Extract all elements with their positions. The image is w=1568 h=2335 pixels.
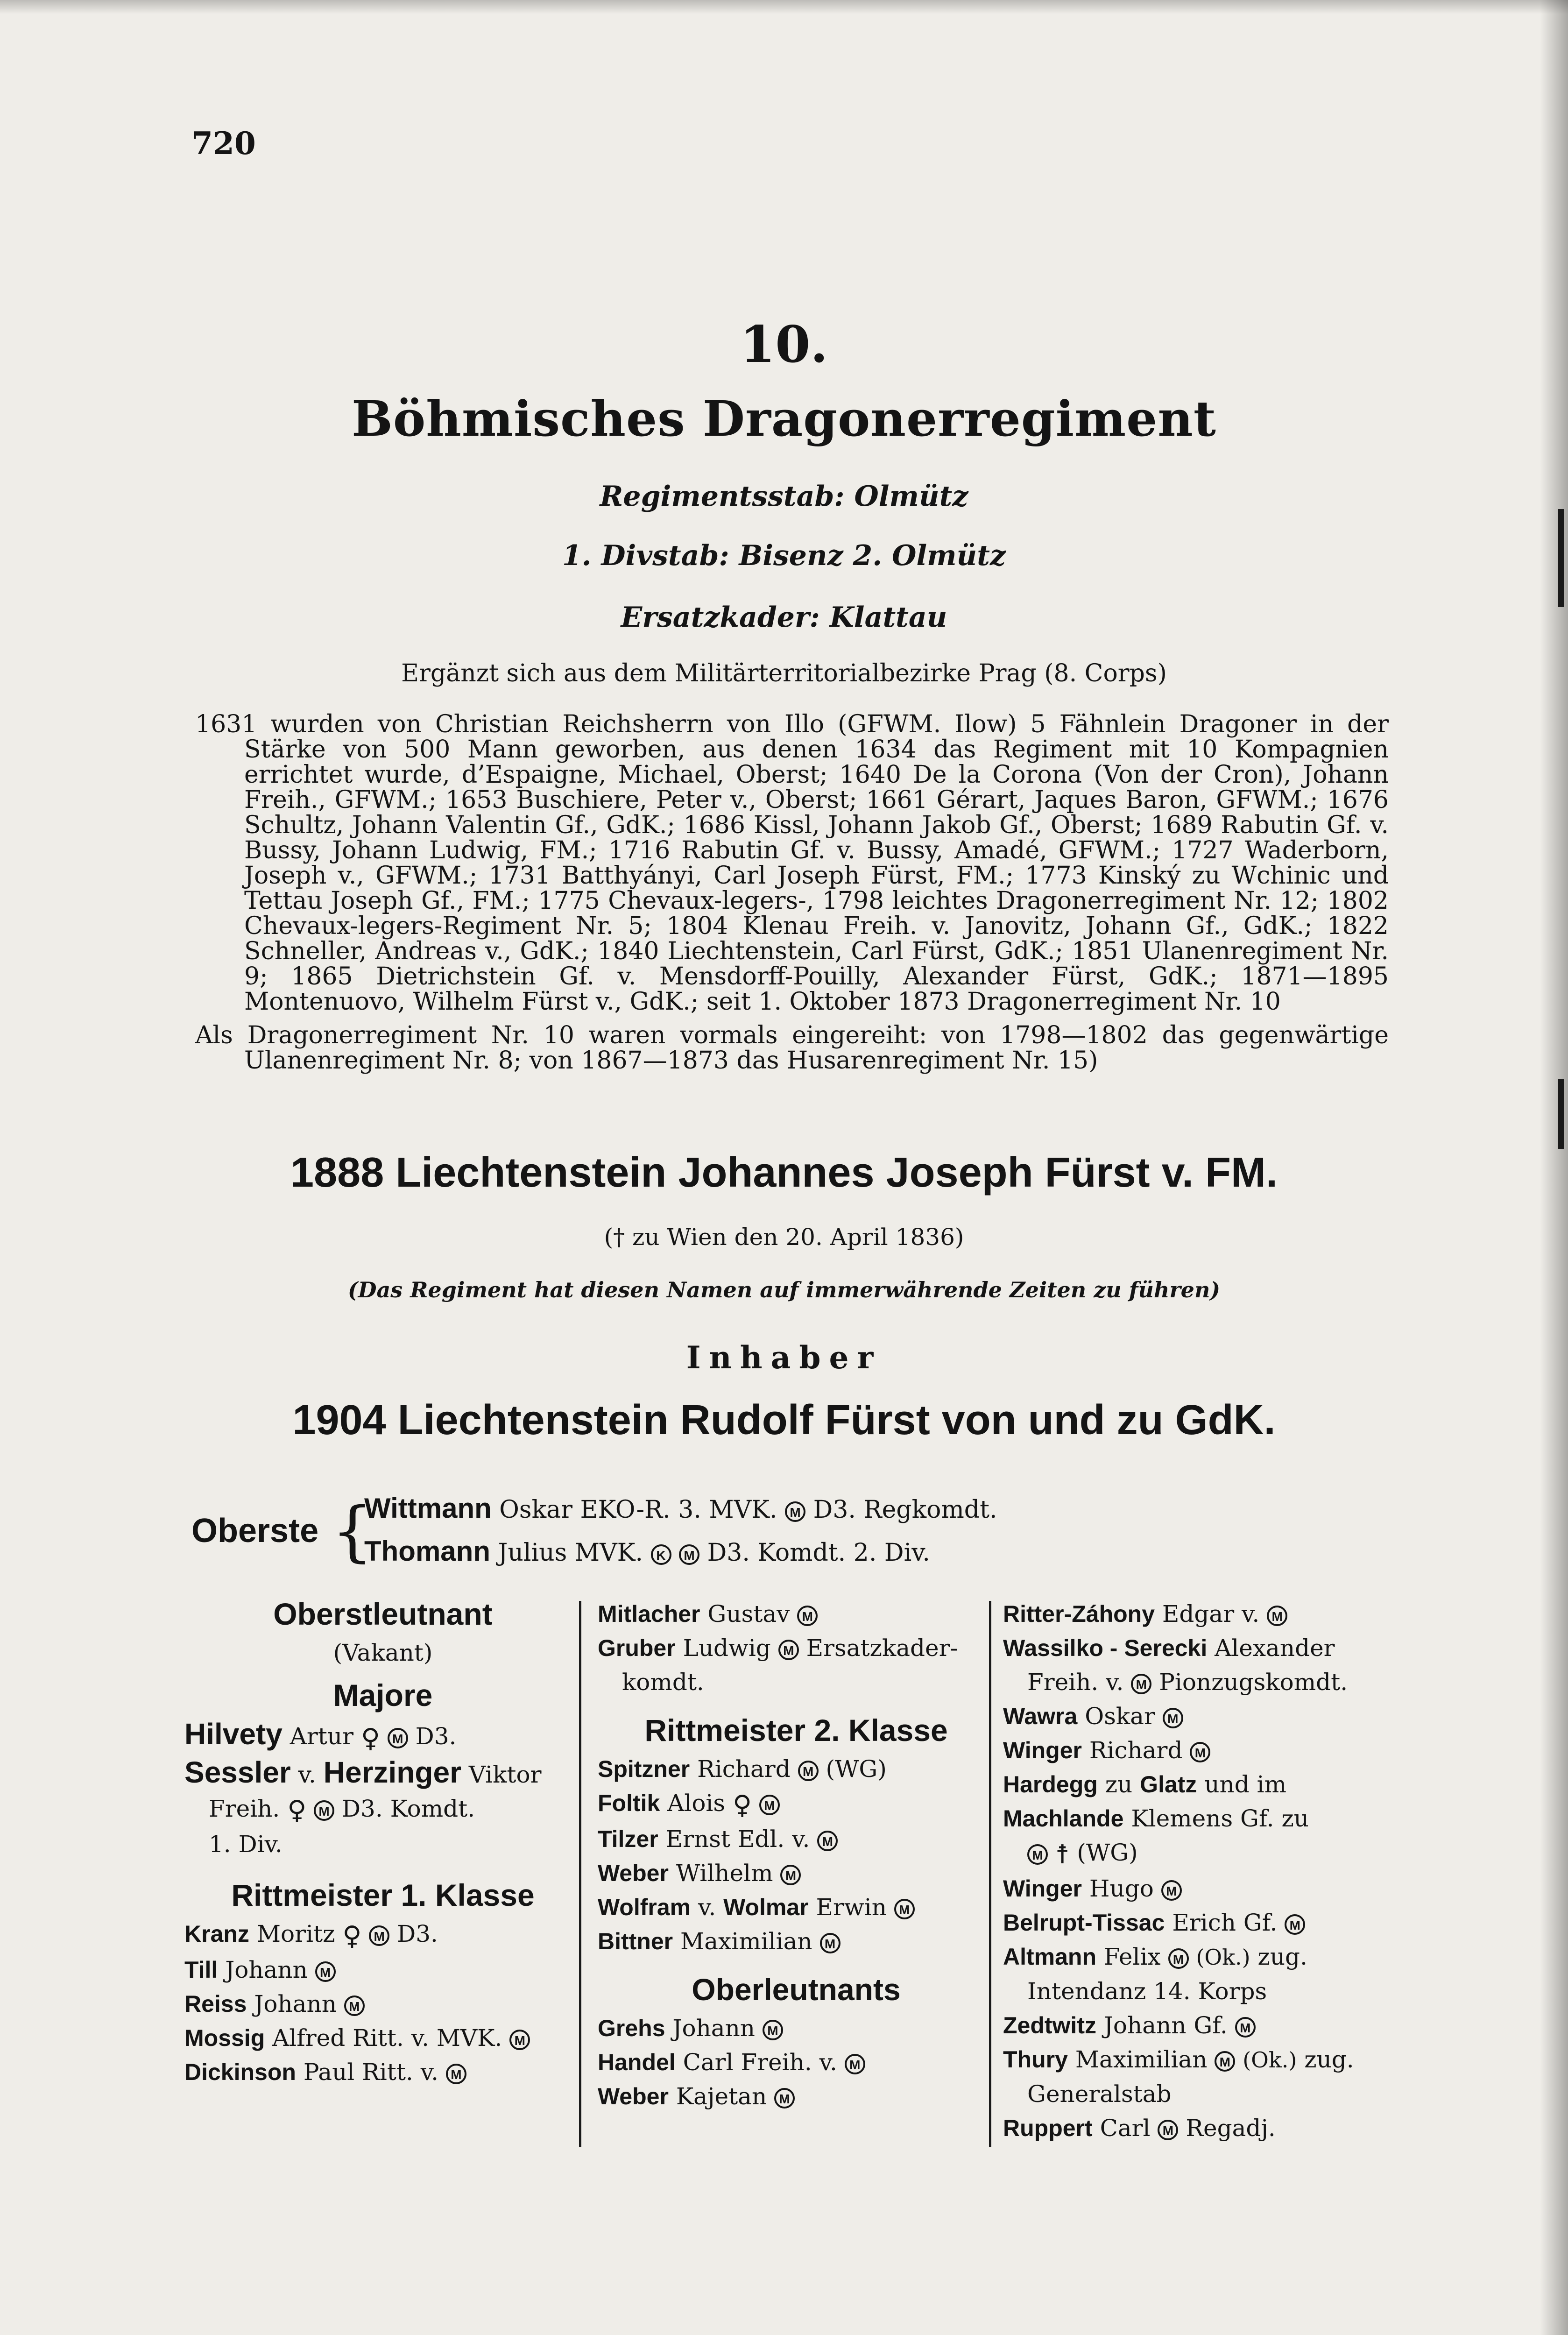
medal-icon: M bbox=[1163, 1708, 1183, 1728]
order-cross-icon: ♀ bbox=[733, 1790, 752, 1820]
former-regiments-paragraph: Als Dragonerregiment Nr. 10 waren vormals eingereiht: von 1798—1802 das gegenwärtige Ulanenregiment Nr. 8; von 1867—1873 das Husarenregiment Nr. 15) bbox=[195, 1021, 1389, 1075]
officer-entry bbox=[184, 2055, 581, 2089]
column-officers-2 bbox=[598, 1597, 995, 2114]
officer-given: Ludwig bbox=[683, 1634, 771, 1662]
officer-entry bbox=[184, 1917, 581, 1953]
oberst-surname: Wittmann bbox=[364, 1493, 492, 1524]
medal-icon: M bbox=[780, 1865, 801, 1885]
officer-surname: Wolfram bbox=[598, 1894, 691, 1920]
officer-entry bbox=[598, 1786, 995, 1822]
order-cross-icon: ♀ bbox=[342, 1920, 362, 1951]
officer-given: Richard bbox=[1089, 1737, 1183, 1764]
medal-icon: M bbox=[1285, 1914, 1305, 1935]
oberst-row bbox=[364, 1492, 997, 1524]
officer-surname: Till bbox=[184, 1956, 218, 1983]
officer-given: Artur bbox=[290, 1723, 353, 1750]
officer-surname: Grehs bbox=[598, 2015, 665, 2041]
officer-surname: Wolmar bbox=[723, 1894, 809, 1920]
officer-entry: Altmann Felix M (Ok.) zug. bbox=[1003, 1943, 1307, 1970]
officer-entry bbox=[1003, 1631, 1391, 1665]
oberste-label: Oberste bbox=[191, 1512, 319, 1550]
medal-icon: M bbox=[763, 2020, 783, 2040]
officer-entry bbox=[184, 1953, 581, 1987]
officer-detail: zug. bbox=[1304, 2045, 1354, 2073]
column-officers-1 bbox=[184, 1597, 581, 2089]
ok-badge: Ok. bbox=[1204, 1944, 1242, 1970]
regiment-number: 10. bbox=[740, 315, 828, 374]
officer-surname: Winger bbox=[1003, 1737, 1082, 1763]
officer-entry bbox=[1003, 1768, 1391, 1802]
officer-entry bbox=[598, 2080, 995, 2114]
officer-entry bbox=[1003, 1734, 1391, 1768]
officer-detail: D3. bbox=[415, 1723, 457, 1750]
officer-detail: (WG) bbox=[1077, 1839, 1138, 1866]
officer-entry bbox=[598, 1822, 995, 1856]
officer-entry bbox=[598, 1597, 995, 1631]
medal-icon: M bbox=[314, 1800, 334, 1821]
officer-entry-cont: komdt. bbox=[622, 1669, 704, 1696]
officer-entry bbox=[598, 2045, 995, 2080]
officer-entry bbox=[598, 1752, 995, 1786]
officer-detail: zu bbox=[1105, 1771, 1133, 1798]
officer-entry bbox=[1003, 2111, 1391, 2145]
medal-icon: M bbox=[1235, 2017, 1256, 2038]
medal-icon: M bbox=[679, 1544, 699, 1565]
officer-surname: Handel bbox=[598, 2049, 676, 2075]
officer-entry-cont: 1. Div. bbox=[209, 1831, 283, 1858]
officer-prefix: v. bbox=[698, 1893, 716, 1921]
officer-surname: Ruppert bbox=[1003, 2115, 1093, 2141]
officer-surname: Mossig bbox=[184, 2024, 265, 2051]
medal-icon: M bbox=[369, 1925, 389, 1946]
medal-icon: M bbox=[1168, 1948, 1189, 1969]
officer-surname: Machlande bbox=[1003, 1805, 1124, 1832]
regiment-title: Böhmisches Dragonerregiment bbox=[352, 390, 1216, 447]
officer-surname: Weber bbox=[598, 1860, 669, 1886]
medal-icon: M bbox=[894, 1899, 915, 1919]
officer-surname: Glatz bbox=[1140, 1771, 1197, 1797]
officer-entry bbox=[1003, 1872, 1391, 1906]
officer-entry bbox=[598, 1856, 995, 1890]
officer-surname: Sessler bbox=[184, 1755, 291, 1789]
officer-surname: Winger bbox=[1003, 1875, 1082, 1902]
namesake-name: 1888 Liechtenstein Johannes Joseph Fürst v. FM. bbox=[290, 1149, 1278, 1196]
order-cross-icon: ♀ bbox=[360, 1723, 380, 1754]
column-officers-3 bbox=[1003, 1597, 1391, 2145]
officer-given: Hugo bbox=[1089, 1875, 1154, 1902]
officer-entry bbox=[1003, 1906, 1391, 1940]
oberst-row bbox=[364, 1535, 930, 1567]
officer-surname: Tilzer bbox=[598, 1826, 658, 1852]
officer-given: Alfred Ritt. v. MVK. bbox=[272, 2024, 502, 2052]
officer-given: Kajetan bbox=[676, 2082, 767, 2110]
officer-given: Klemens Gf. zu bbox=[1131, 1805, 1309, 1832]
officer-given: Erich Gf. bbox=[1172, 1909, 1278, 1936]
oberstleutnant-heading: Oberstleutnant bbox=[273, 1597, 493, 1631]
officer-given: Viktor bbox=[468, 1761, 542, 1788]
officer-entry bbox=[184, 1717, 581, 1755]
officer-surname: Herzinger bbox=[323, 1755, 461, 1789]
officer-detail: und im bbox=[1204, 1771, 1287, 1798]
officer-surname: Wassilko - Serecki bbox=[1003, 1635, 1208, 1661]
medal-icon: M bbox=[797, 1606, 818, 1626]
officer-surname: Zedtwitz bbox=[1003, 2012, 1096, 2038]
officer-given: Erwin bbox=[816, 1893, 887, 1921]
officer-entry bbox=[598, 2011, 995, 2045]
officer-surname: Weber bbox=[598, 2083, 669, 2109]
officer-surname: Belrupt-Tissac bbox=[1003, 1909, 1165, 1936]
officer-detail: Regadj. bbox=[1186, 2114, 1276, 2142]
officer-entry-cont bbox=[1003, 1836, 1391, 1872]
k-badge-icon: K bbox=[651, 1544, 671, 1565]
officer-entry-cont bbox=[184, 1792, 581, 1828]
medal-icon: M bbox=[785, 1501, 805, 1522]
officer-surname: Spitzner bbox=[598, 1756, 690, 1782]
brace-icon: { bbox=[332, 1493, 374, 1570]
officer-entry bbox=[184, 1987, 581, 2021]
medal-icon: M bbox=[315, 1961, 336, 1982]
officer-given: Oskar bbox=[1085, 1703, 1155, 1730]
medal-icon: M bbox=[446, 2064, 466, 2084]
officer-detail: (WG) bbox=[826, 1755, 887, 1783]
officer-detail: D3. bbox=[397, 1920, 438, 1947]
officer-given: Wilhelm bbox=[676, 1859, 773, 1887]
medal-icon: M bbox=[845, 2054, 865, 2074]
officer-entry bbox=[598, 1890, 995, 1925]
ok-badge: Ok. bbox=[1251, 2047, 1289, 2073]
officer-prefix: v. bbox=[298, 1761, 316, 1788]
officer-entry bbox=[598, 1925, 995, 1959]
officer-detail: D3. Komdt. bbox=[341, 1795, 475, 1822]
medal-icon: M bbox=[344, 1995, 365, 2016]
officer-given: Ernst Edl. v. bbox=[665, 1825, 810, 1853]
vakant-note: (Vakant) bbox=[333, 1639, 433, 1666]
oberst-details: Oskar EKO-R. 3. MVK. bbox=[499, 1496, 777, 1524]
medal-icon: M bbox=[1158, 2120, 1178, 2140]
oberleutnants-heading: Oberleutnants bbox=[692, 1972, 901, 2007]
reserve-cadre: Ersatzkader: Klattau bbox=[621, 601, 947, 634]
officer-surname: Reiss bbox=[184, 1990, 247, 2017]
oberst-role: D3. Komdt. 2. Div. bbox=[707, 1539, 930, 1567]
officer-surname: Kranz bbox=[184, 1921, 249, 1947]
medal-icon: M bbox=[1267, 1606, 1287, 1626]
officer-given: Richard bbox=[697, 1755, 791, 1783]
officer-given: Edgar v. bbox=[1162, 1600, 1260, 1627]
page-number: 720 bbox=[191, 125, 256, 162]
officer-entry bbox=[1003, 2009, 1391, 2043]
inhaber-heading: Inhaber bbox=[686, 1339, 882, 1376]
dagger-icon: ☨ bbox=[1055, 1839, 1070, 1870]
order-cross-icon: ♀ bbox=[287, 1795, 307, 1826]
officer-given: Maximilian bbox=[1075, 2045, 1208, 2073]
medal-icon: M bbox=[817, 1831, 838, 1851]
medal-icon: M bbox=[774, 2088, 795, 2109]
inhaber-name: 1904 Liechtenstein Rudolf Fürst von und zu GdK. bbox=[292, 1397, 1276, 1443]
officer-surname: Bittner bbox=[598, 1928, 673, 1954]
officer-detail: Freih. bbox=[209, 1795, 280, 1822]
medal-icon: M bbox=[1161, 1880, 1182, 1901]
oberst-details: Julius MVK. bbox=[498, 1539, 643, 1567]
officer-surname: Wawra bbox=[1003, 1703, 1078, 1729]
medal-icon: M bbox=[1215, 2051, 1235, 2072]
officer-surname: Mitlacher bbox=[598, 1601, 700, 1627]
officer-surname: Dickinson bbox=[184, 2059, 296, 2085]
officer-given: Johann bbox=[672, 2014, 755, 2042]
officer-detail: Ersatzkader- bbox=[806, 1634, 958, 1662]
officer-entry bbox=[1003, 1597, 1391, 1631]
majore-heading: Majore bbox=[333, 1678, 433, 1712]
regiment-history bbox=[195, 712, 1389, 1073]
officer-given: Alexander bbox=[1215, 1634, 1335, 1662]
officer-entry: Thury Maximilian M (Ok.) zug. bbox=[1003, 2045, 1354, 2073]
officer-given: Felix bbox=[1103, 1943, 1161, 1970]
officer-surname: Thury bbox=[1003, 2046, 1068, 2073]
medal-icon: M bbox=[509, 2030, 530, 2050]
officer-given: Johann Gf. bbox=[1103, 2011, 1228, 2039]
officer-given: Johann bbox=[225, 1956, 308, 1983]
rittmeister-2-heading: Rittmeister 2. Klasse bbox=[644, 1713, 948, 1748]
officer-detail: zug. bbox=[1257, 1943, 1307, 1970]
officer-entry bbox=[1003, 1802, 1391, 1836]
namesake-death: († zu Wien den 20. April 1836) bbox=[604, 1224, 964, 1251]
officer-given: Alois bbox=[667, 1790, 726, 1817]
officer-entry-cont: Intendanz 14. Korps bbox=[1027, 1977, 1267, 2005]
officer-entry-cont: Generalstab bbox=[1027, 2080, 1172, 2108]
medal-icon: M bbox=[798, 1761, 819, 1781]
officer-given: Gustav bbox=[707, 1600, 790, 1627]
margin-marker bbox=[1558, 1079, 1564, 1149]
officer-given: Carl bbox=[1100, 2114, 1151, 2142]
history-paragraph: 1631 wurden von Christian Reichsherrn von Illo (GFWM. Ilow) 5 Fähnlein Dragoner in der Stärke von 500 Mann geworben, aus denen 1634 das Regiment mit 10 Kompagnien errichtet wurde, d’Espaigne, Michael, Oberst; 1640 De la Corona (Von der Cron), Johann Freih., GFWM.; 1653 Buschiere, Peter v., Oberst; 1661 Gérart, Jaques Baron, GFWM.; 1676 Schultz, Johann Valentin Gf., GdK.; 1686 Kissl, Johann Jakob Gf., Oberst; 1689 Rabutin Gf. v. Bussy, Johann Ludwig, FM.; 1716 Rabutin Gf. v. Bussy, Amadé, GFWM.; 1727 Waderborn, Joseph v., GFWM.; 1731 Batthyányi, Carl Joseph Fürst, FM.; 1773 Kinský zu Wchinic und Tettau Joseph Gf., FM.; 1775 Chevaux-legers-, 1798 leichtes Dragonerregiment Nr. 12; 1802 Chevaux-legers-Regiment Nr. 5; 1804 Klenau Freih. v. Janovitz, Johann Gf., GdK.; 1822 Schneller, Andreas v., GdK.; 1840 Liechtenstein, Carl Fürst, GdK.; 1851 Ulanenregiment Nr. 9; 1865 Dietrichstein Gf. v. Mensdorff-Pouilly, Alexander Fürst, GdK.; 1871—1895 Montenuovo, Wilhelm Fürst v., GdK.; seit 1. Oktober 1873 Dragonerregiment Nr. 10 bbox=[195, 710, 1389, 1016]
medal-icon: M bbox=[388, 1728, 408, 1748]
rittmeister-1-heading: Rittmeister 1. Klasse bbox=[231, 1878, 535, 1912]
officer-entry bbox=[1003, 1699, 1391, 1734]
officer-given: Carl Freih. v. bbox=[683, 2048, 837, 2076]
officer-detail: Pionzugskomdt. bbox=[1159, 1669, 1348, 1696]
officer-given: Maximilian bbox=[680, 1927, 812, 1955]
officer-surname: Gruber bbox=[598, 1635, 676, 1661]
oberst-role: D3. Regkomdt. bbox=[813, 1496, 997, 1524]
oberste-block bbox=[191, 1492, 1406, 1576]
officer-given: Paul Ritt. v. bbox=[303, 2058, 438, 2086]
medal-icon: M bbox=[759, 1795, 780, 1815]
officer-entry bbox=[598, 1631, 995, 1665]
officer-surname: Altmann bbox=[1003, 1943, 1096, 1970]
officer-detail: Freih. v. bbox=[1027, 1669, 1124, 1696]
scan-shadow-top bbox=[0, 0, 1568, 14]
medal-icon: M bbox=[778, 1640, 799, 1660]
officer-surname: Foltik bbox=[598, 1790, 660, 1816]
oberst-surname: Thomann bbox=[364, 1535, 490, 1567]
officer-entry bbox=[184, 1755, 581, 1792]
division-staff: 1. Divstab: Bisenz 2. Olmütz bbox=[562, 539, 1006, 572]
regiment-staff: Regimentsstab: Olmütz bbox=[600, 480, 968, 513]
officer-surname: Ritter-Záhony bbox=[1003, 1601, 1155, 1627]
officer-surname: Hardegg bbox=[1003, 1771, 1098, 1797]
officer-entry-cont bbox=[1003, 1665, 1391, 1699]
officer-given: Johann bbox=[254, 1990, 337, 2017]
medal-icon: M bbox=[1190, 1742, 1210, 1762]
officer-given: Moritz bbox=[256, 1920, 335, 1947]
complement-note: Ergänzt sich aus dem Militärterritorialbezirke Prag (8. Corps) bbox=[401, 659, 1167, 687]
medal-icon: M bbox=[1131, 1674, 1151, 1694]
medal-icon: M bbox=[820, 1933, 841, 1953]
officer-surname: Hilvety bbox=[184, 1717, 283, 1751]
officer-entry bbox=[184, 2021, 581, 2055]
medal-icon: M bbox=[1027, 1844, 1048, 1865]
namesake-note: (Das Regiment hat diesen Namen auf immerwährende Zeiten zu führen) bbox=[347, 1277, 1221, 1302]
